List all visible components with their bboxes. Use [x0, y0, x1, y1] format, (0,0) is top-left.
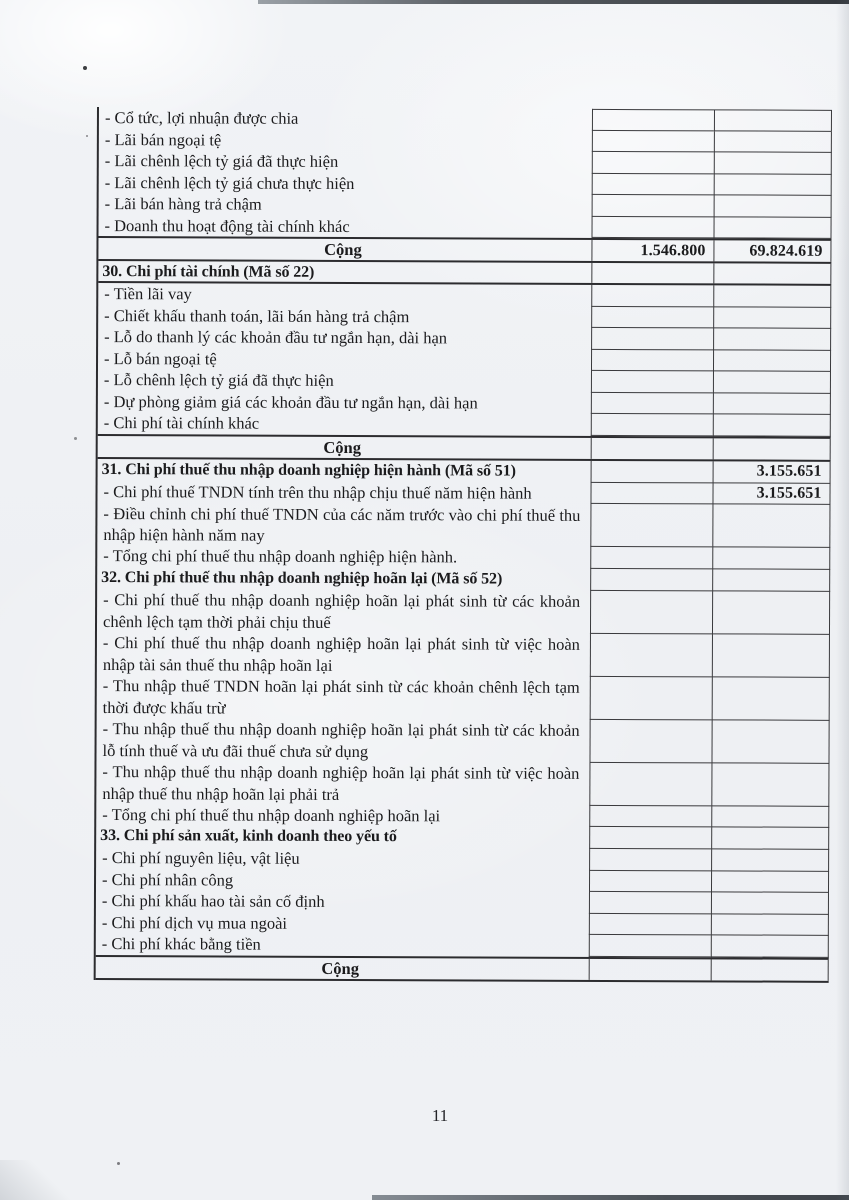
row-label: Cộng — [323, 437, 362, 457]
value-cell-1 — [591, 349, 713, 371]
row-label: - Chi phí khác bằng tiền — [101, 934, 261, 954]
value-cell-2 — [711, 849, 829, 871]
table-row — [97, 589, 830, 635]
row-label: - Điều chỉnh chi phí thuế TNDN của các năm trước vào chi phí thuế thu nhập hiện hành năm nay — [103, 503, 581, 545]
value-cell-2 — [712, 547, 830, 569]
table-row — [98, 369, 831, 393]
value-cell-1 — [592, 152, 714, 174]
value-cell-1 — [590, 504, 712, 547]
scan-speck — [74, 437, 77, 440]
table-row — [96, 869, 829, 893]
table-row — [96, 890, 829, 914]
value-cell-2 — [712, 677, 830, 720]
value-cell-2 — [714, 195, 832, 217]
table-row — [98, 305, 831, 329]
value-cell-2 — [711, 914, 829, 936]
row-label: - Dự phòng giảm giá các khoản đầu tư ngắn hạn, dài hạn — [103, 391, 478, 412]
value-cell-2 — [711, 892, 829, 914]
row-label: - Lãi bán ngoại tệ — [104, 129, 222, 149]
value-cell-2 — [713, 350, 831, 372]
row-label: - Cổ tức, lợi nhuận được chia — [104, 108, 299, 128]
row-label: - Chi phí thuế thu nhập doanh nghiệp hoãn lại phát sinh từ các khoản chênh lệch tạm thời phải chịu thuế — [102, 590, 581, 632]
value-cell-1 — [592, 216, 714, 238]
row-label: 32. Chi phí thuế thu nhập doanh nghiệp hoãn lại (Mã số 52) — [101, 568, 503, 588]
value-cell-1 — [589, 805, 711, 827]
value-cell-2 — [711, 806, 829, 828]
value-cell-1 — [590, 676, 712, 719]
table-row — [99, 193, 832, 217]
row-label: 30. Chi phí tài chính (Mã số 22) — [102, 263, 315, 281]
table-row — [99, 150, 832, 174]
value-cell-2 — [713, 263, 831, 283]
value-cell-1 — [591, 263, 713, 283]
row-label: Cộng — [321, 958, 360, 978]
row-label: - Lãi chênh lệch tỷ giá đã thực hiện — [104, 151, 339, 171]
table-row — [97, 545, 830, 569]
row-label: - Thu nhập thuế thu nhập doanh nghiệp hoãn lại phát sinh từ việc hoàn nhập thuế thu nhập hoãn lại phải trả — [102, 762, 580, 804]
table-row — [97, 567, 830, 592]
value-cell-1 — [592, 130, 714, 152]
row-label: 33. Chi phí sản xuất, kinh doanh theo yếu tố — [100, 827, 397, 846]
value-cell-2 — [711, 720, 829, 763]
row-label: - Chi phí nhân công — [101, 869, 234, 890]
value-cell-1 — [589, 870, 711, 892]
table-row — [98, 236, 831, 264]
value-cell-1: 1.546.800 — [591, 240, 713, 261]
value-cell-2 — [711, 763, 829, 806]
table-row — [97, 502, 830, 548]
row-label: - Chi phí thuế thu nhập doanh nghiệp hoãn lại phát sinh từ việc hoàn nhập tài sản thuế thu nhập hoãn lại — [102, 633, 580, 675]
row-label: - Chi phí dịch vụ mua ngoài — [101, 912, 288, 933]
row-label: - Lỗ bán ngoại tệ — [103, 348, 217, 368]
scan-speck — [86, 135, 88, 137]
value-cell-1 — [592, 195, 714, 217]
value-cell-2 — [714, 174, 832, 196]
row-label: - Chi phí khấu hao tài sản cố định — [101, 891, 325, 911]
value-cell-1 — [589, 892, 711, 914]
value-cell-2 — [713, 328, 831, 350]
value-cell-1 — [591, 328, 713, 350]
value-cell-1 — [589, 958, 711, 979]
value-cell-2 — [712, 591, 830, 634]
value-cell-2 — [713, 285, 831, 307]
table-row — [99, 215, 832, 239]
value-cell-2: 3.155.651 — [712, 483, 830, 505]
table-row — [96, 761, 829, 807]
value-cell-2 — [714, 131, 832, 153]
table-row — [96, 718, 829, 764]
value-cell-2 — [712, 504, 830, 547]
value-cell-1 — [591, 414, 713, 436]
financial-notes-table — [94, 107, 832, 982]
value-cell-1 — [589, 913, 711, 935]
row-label: - Chi phí nguyên liệu, vật liệu — [102, 848, 300, 868]
value-cell-2 — [714, 217, 832, 239]
table-row — [98, 412, 831, 436]
value-cell-1 — [591, 437, 713, 458]
table-row — [98, 434, 831, 462]
table-row — [98, 391, 831, 415]
value-cell-2 — [712, 634, 830, 677]
value-cell-1 — [592, 109, 714, 131]
row-label: - Tổng chi phí thuế thu nhập doanh nghiệp hoãn lại — [102, 804, 441, 825]
value-cell-2 — [713, 438, 831, 459]
table-row — [96, 847, 829, 871]
row-label: - Chiết khấu thanh toán, lãi bán hàng trả chậm — [104, 305, 410, 326]
scan-artifact-right-band — [836, 0, 849, 1200]
table-row — [98, 348, 831, 372]
value-cell-2 — [713, 393, 831, 415]
table-row — [96, 804, 829, 828]
value-cell-2 — [713, 307, 831, 329]
value-cell-1 — [590, 633, 712, 676]
value-cell-1 — [591, 285, 713, 307]
value-cell-2 — [713, 414, 831, 436]
table-row — [97, 632, 830, 678]
table-row — [98, 326, 831, 350]
value-cell-1 — [590, 568, 712, 590]
value-cell-1 — [589, 935, 711, 957]
table-row — [98, 283, 831, 307]
value-cell-1 — [589, 849, 711, 871]
table-row — [98, 261, 831, 286]
row-label: - Thu nhập thuế TNDN hoãn lại phát sinh từ các khoản chênh lệch tạm thời được khấu trừ — [102, 676, 580, 717]
value-cell-1 — [591, 460, 713, 482]
row-label: - Lãi chênh lệch tỷ giá chưa thực hiện — [104, 172, 355, 193]
table-row — [96, 955, 829, 983]
table-row — [98, 459, 831, 484]
row-label: - Doanh thu hoạt động tài chính khác — [104, 215, 350, 236]
value-cell-1 — [591, 392, 713, 414]
table-row — [96, 912, 829, 936]
row-label: - Tổng chi phí thuế thu nhập doanh nghiệp hiện hành. — [103, 546, 458, 567]
value-cell-1 — [589, 827, 711, 849]
row-label: Cộng — [324, 239, 362, 260]
row-label: 31. Chi phí thuế thu nhập doanh nghiệp hiện hành (Mã số 51) — [101, 460, 516, 480]
table-row — [99, 129, 832, 153]
value-cell-2 — [711, 935, 829, 957]
row-label: - Thu nhập thuế thu nhập doanh nghiệp hoãn lại phát sinh từ các khoản lỗ tính thuế và ưu đãi thuế chưa sử dụng — [102, 719, 580, 761]
table-row — [96, 933, 829, 957]
table-row — [97, 481, 830, 505]
value-cell-2 — [714, 109, 832, 131]
value-cell-2 — [711, 959, 829, 980]
table-row — [96, 825, 829, 850]
value-cell-1 — [589, 719, 711, 762]
scan-artifact-corner — [0, 1160, 70, 1200]
value-cell-1 — [591, 371, 713, 393]
table-row — [99, 172, 832, 196]
row-label: - Tiền lãi vay — [104, 284, 192, 304]
scan-speck — [117, 1162, 120, 1165]
row-label: - Lãi bán hàng trả chậm — [104, 194, 262, 214]
row-label: - Chi phí thuế TNDN tính trên thu nhập chịu thuế năm hiện hành — [103, 481, 532, 503]
table-row — [97, 675, 830, 721]
scan-speck — [83, 66, 87, 70]
value-cell-2: 3.155.651 — [713, 461, 831, 483]
value-cell-2 — [711, 871, 829, 893]
value-cell-2 — [714, 152, 832, 174]
scan-artifact-bottom-edge — [372, 1195, 849, 1200]
row-label: - Lỗ chênh lệch tỷ giá đã thực hiện — [103, 370, 334, 390]
value-cell-1 — [589, 762, 711, 805]
value-cell-1 — [591, 306, 713, 328]
value-cell-2 — [711, 827, 829, 849]
value-cell-2 — [713, 371, 831, 393]
value-cell-1 — [590, 547, 712, 569]
value-cell-1 — [590, 482, 712, 504]
page-number: 11 — [431, 1106, 449, 1125]
value-cell-2: 69.824.619 — [713, 240, 831, 261]
scan-artifact-top-edge — [258, 0, 849, 4]
table-row — [99, 107, 832, 131]
value-cell-1 — [592, 173, 714, 195]
row-label: - Chi phí tài chính khác — [103, 413, 260, 433]
value-cell-2 — [712, 569, 830, 591]
row-label: - Lỗ do thanh lý các khoản đầu tư ngắn hạn, dài hạn — [104, 327, 448, 348]
value-cell-1 — [590, 590, 712, 633]
